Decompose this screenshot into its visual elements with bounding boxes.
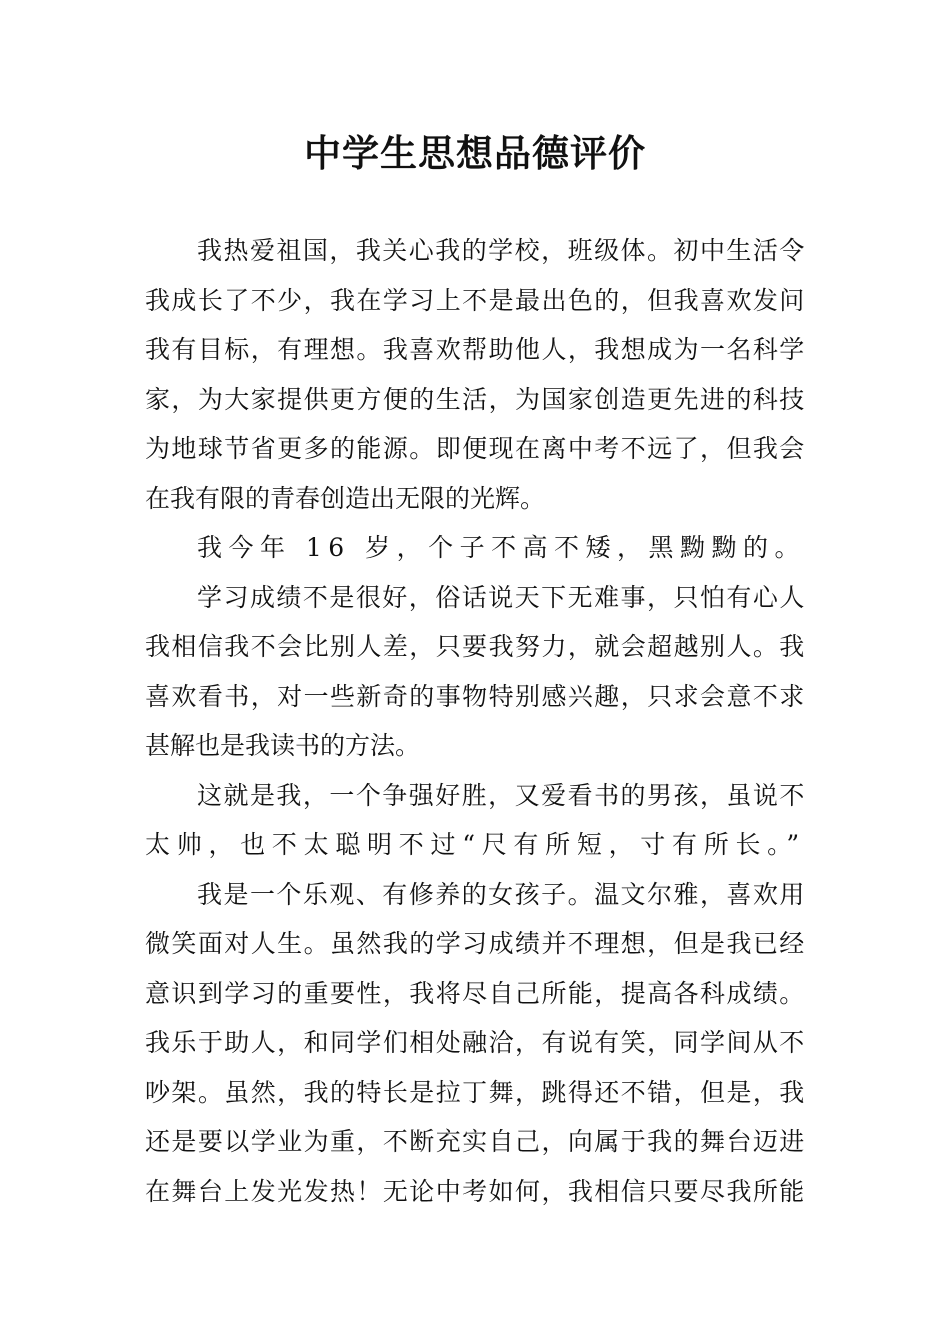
document-title: 中学生思想品德评价 bbox=[304, 131, 646, 175]
text-line: 吵架。虽然，我的特长是拉丁舞，跳得还不错，但是，我 bbox=[145, 1077, 806, 1107]
text-line: 我乐于助人，和同学们相处融洽，有说有笑，同学间从不 bbox=[145, 1028, 806, 1057]
text-line: 微笑面对人生。虽然我的学习成绩并不理想，但是我已经 bbox=[145, 929, 806, 958]
text-line: 我今年 16 岁，个子不高不矮，黑黝黝的。 bbox=[197, 533, 806, 562]
text-line: 为地球节省更多的能源。即便现在离中考不远了，但我会 bbox=[145, 434, 806, 463]
text-line: 我是一个乐观、有修养的女孩子。温文尔雅，喜欢用 bbox=[197, 879, 806, 909]
text-line: 太帅，也不太聪明不过“尺有所短，寸有所长。” bbox=[145, 830, 806, 859]
text-line: 意识到学习的重要性，我将尽自己所能，提高各科成绩。 bbox=[145, 978, 806, 1008]
text-line: 甚解也是我读书的方法。 bbox=[145, 731, 421, 760]
text-line: 在舞台上发光发热！无论中考如何，我相信只要尽我所能 bbox=[145, 1176, 806, 1206]
text-line: 喜欢看书，对一些新奇的事物特别感兴趣，只求会意不求 bbox=[145, 681, 806, 711]
text-line: 学习成绩不是很好，俗话说天下无难事，只怕有心人 bbox=[197, 582, 806, 612]
text-line: 还是要以学业为重，不断充实自己，向属于我的舞台迈进 bbox=[145, 1127, 806, 1156]
text-line: 我相信我不会比别人差，只要我努力，就会超越别人。我 bbox=[145, 632, 806, 661]
text-line: 在我有限的青春创造出无限的光辉。 bbox=[145, 483, 546, 513]
text-line: 这就是我，一个争强好胜，又爱看书的男孩，虽说不 bbox=[197, 780, 806, 810]
text-line: 我成长了不少，我在学习上不是最出色的，但我喜欢发问 bbox=[145, 285, 806, 315]
text-line: 家，为大家提供更方便的生活，为国家创造更先进的科技 bbox=[145, 384, 806, 414]
text-line: 我有目标，有理想。我喜欢帮助他人，我想成为一名科学 bbox=[145, 335, 806, 364]
document-body bbox=[145, 226, 807, 1216]
text-line: 我热爱祖国，我关心我的学校，班级体。初中生活令 bbox=[197, 236, 806, 265]
